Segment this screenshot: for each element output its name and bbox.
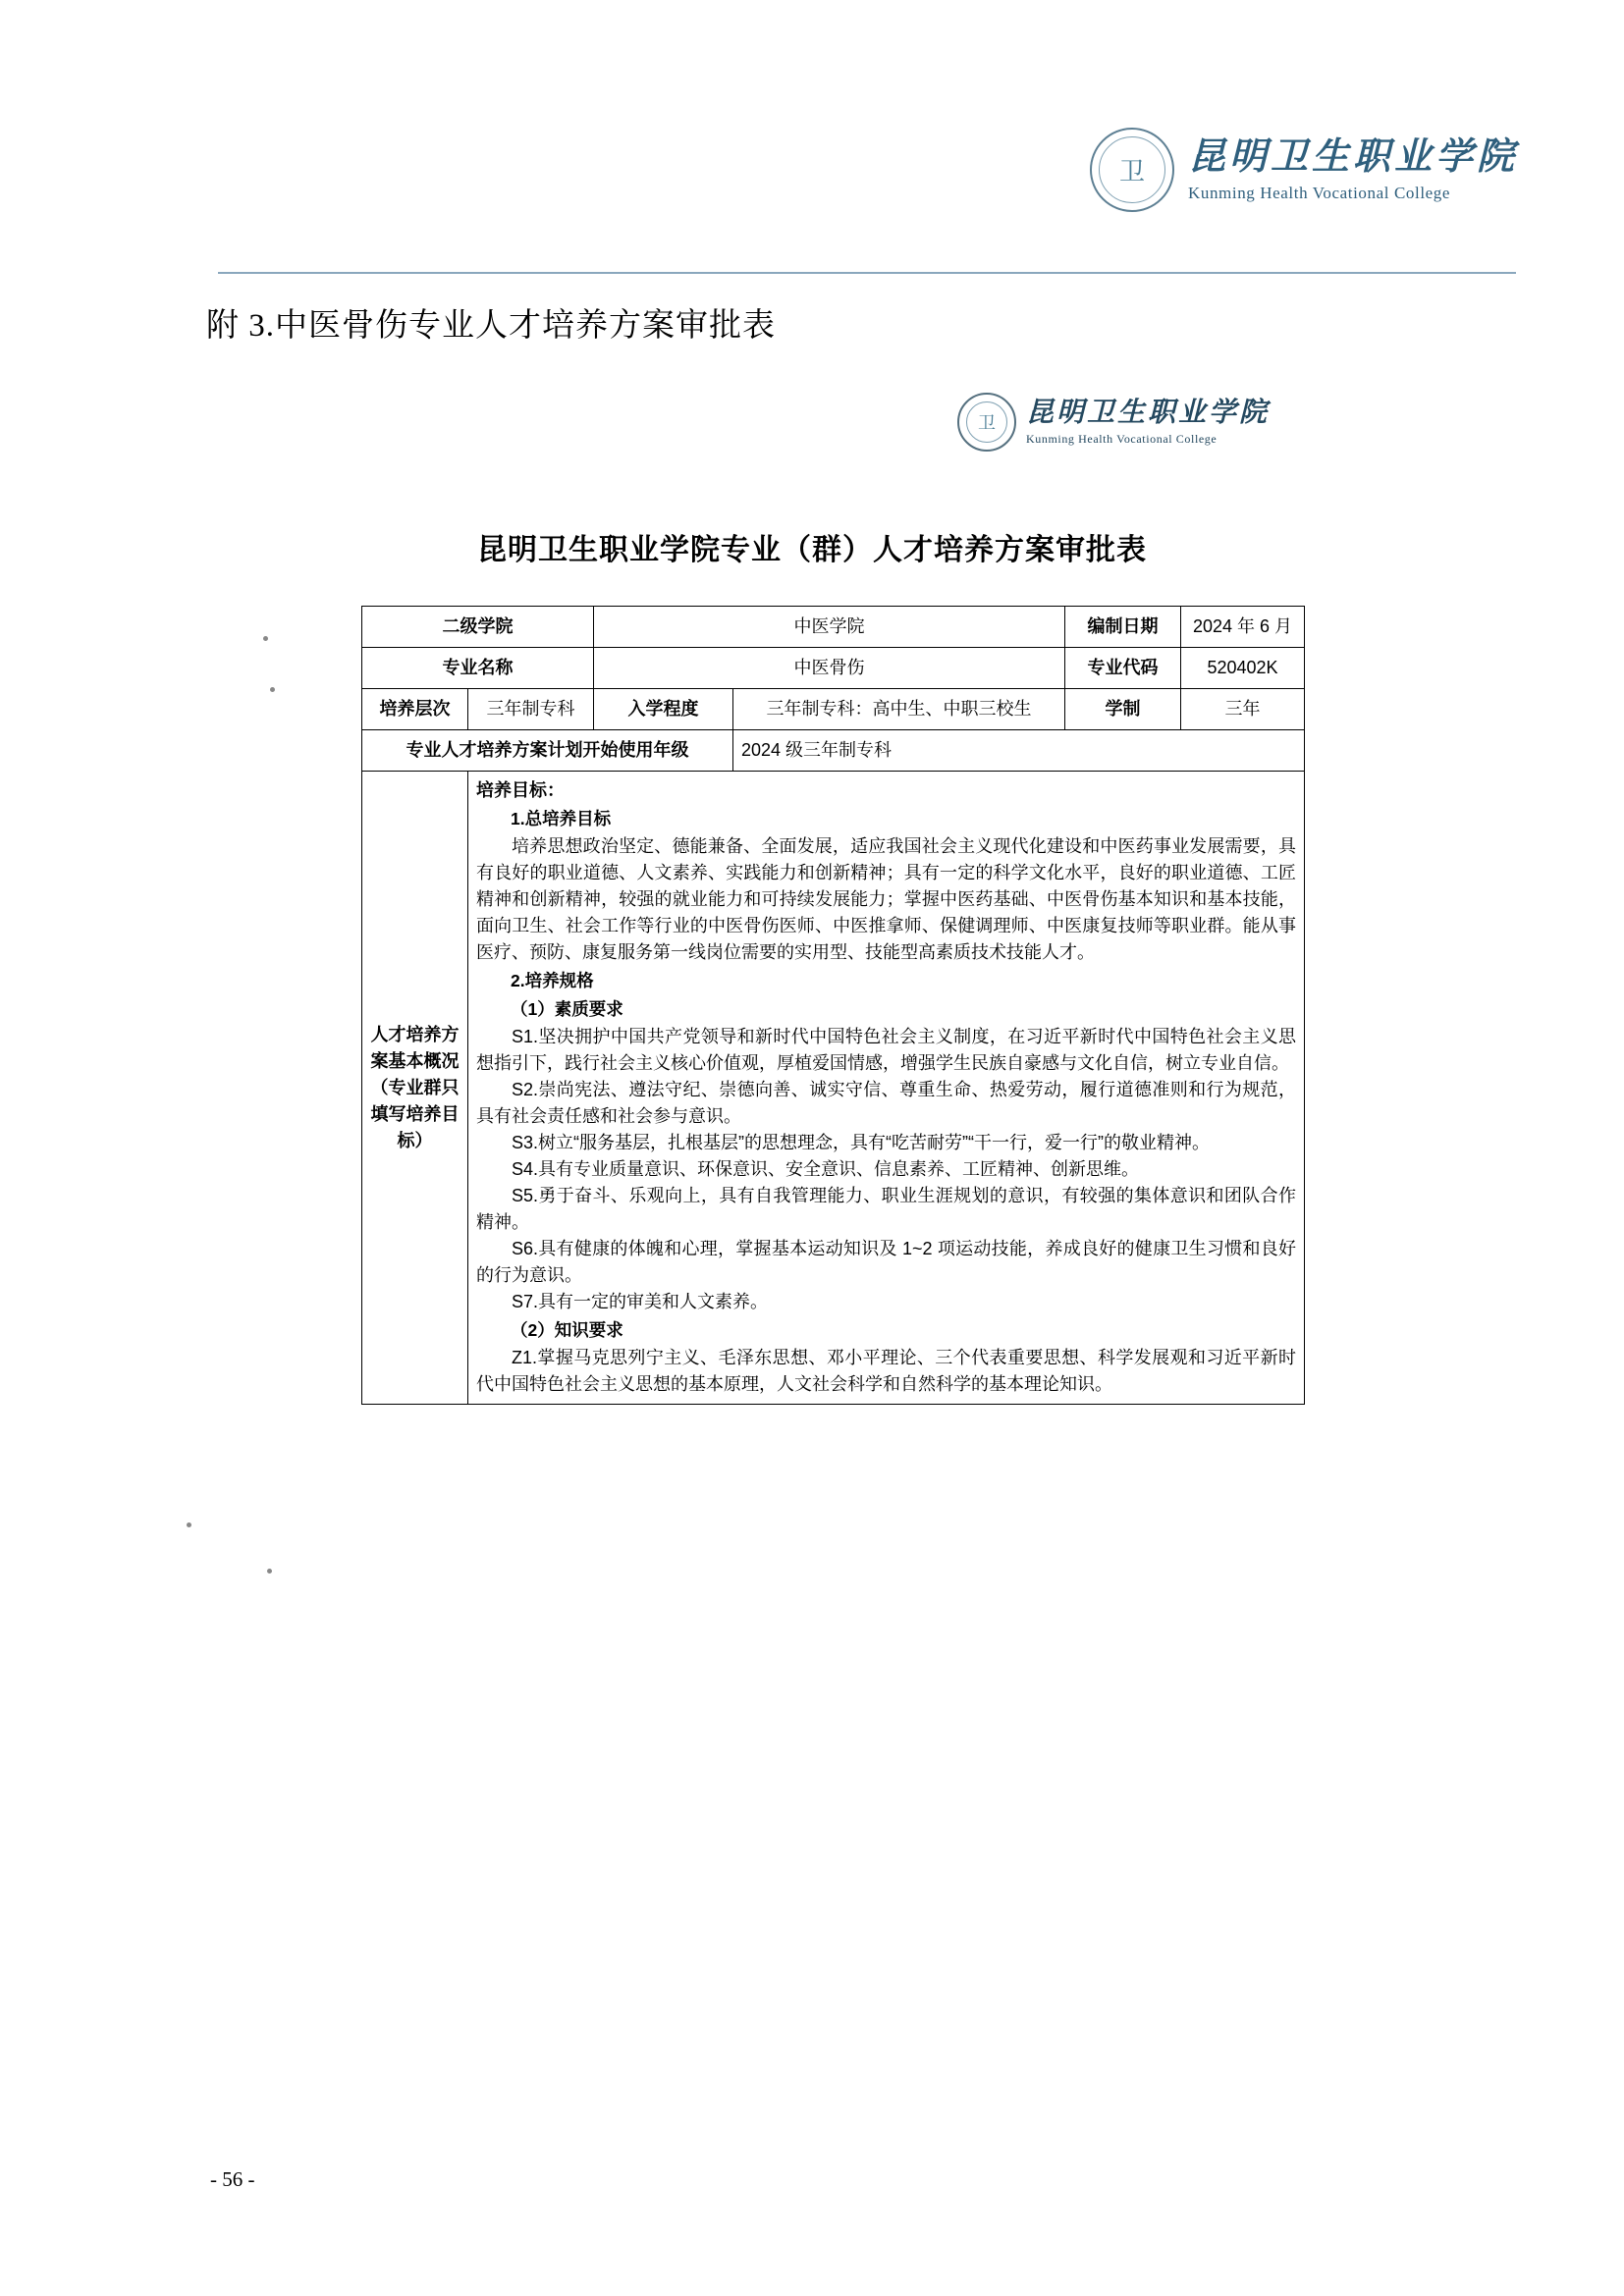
cell-value-start-grade: 2024 级三年制专科 (733, 730, 1305, 772)
college-name-cn: 昆明卫生职业学院 (1187, 135, 1518, 178)
body-sub-2: 2.培养规格 (511, 971, 594, 991)
college-name-cn-inner: 昆明卫生职业学院 (1026, 398, 1271, 428)
cell-label-major-name: 专业名称 (362, 648, 594, 689)
cell-value-level: 三年制专科 (468, 689, 594, 730)
scan-mark (270, 687, 275, 692)
table-row-body (362, 772, 1305, 1405)
cell-label-start-grade: 专业人才培养方案计划开始使用年级 (362, 730, 733, 772)
body-item-s3: S3.树立“服务基层，扎根基层”的思想理念，具有“吃苦耐劳”“干一行，爱一行”的敬业精神。 (512, 1132, 1210, 1152)
body-paragraph-1: 培养思想政治坚定、德能兼备、全面发展，适应我国社会主义现代化建设和中医药事业发展需要，具有良好的职业道德、人文素养、实践能力和创新精神；具有一定的科学文化水平，良好的职业道德、工匠精神和创新精神，较强的就业能力和可持续发展能力；掌握中医药基础、中医骨伤基本知识和基本技能，面向卫生、社会工作等行业的中医骨伤医师、中医推拿师、保健调理师、中医康复技师等职业群。能从事医疗、预防、康复服务第一线岗位需要的实用型、技能型高素质技术技能人才。 (476, 836, 1296, 963)
body-item-s4: S4.具有专业质量意识、环保意识、安全意识、信息素养、工匠精神、创新思维。 (512, 1158, 1140, 1179)
approval-form-table (361, 606, 1305, 1405)
cell-value-college: 中医学院 (594, 607, 1065, 648)
body-item-s1: S1.坚决拥护中国共产党领导和新时代中国特色社会主义制度，在习近平新时代中国特色社会主义思想指引下，践行社会主义核心价值观，厚植爱国情感，增强学生民族自豪感与文化自信，树立专业自信。 (476, 1026, 1296, 1073)
cell-label-entry: 入学程度 (594, 689, 733, 730)
cell-label-level: 培养层次 (362, 689, 468, 730)
attachment-title: 附 3.中医骨伤专业人才培养方案审批表 (206, 308, 776, 344)
scan-mark (263, 636, 268, 641)
table-row (362, 607, 1305, 648)
table-row (362, 648, 1305, 689)
table-row (362, 730, 1305, 772)
college-logo-text-inner (1026, 399, 1270, 446)
cell-label-overview: 人才培养方案基本概况（专业群只填写培养目标） (362, 772, 468, 1405)
cell-value-duration: 三年 (1181, 689, 1305, 730)
cell-value-major-code: 520402K (1181, 648, 1305, 689)
scan-mark (267, 1569, 272, 1574)
body-item-z1: Z1.掌握马克思列宁主义、毛泽东思想、邓小平理论、三个代表重要思想、科学发展观和习近平新时代中国特色社会主义思想的基本原理，人文社会科学和自然科学的基本理论知识。 (476, 1348, 1296, 1394)
body-sub-4: （2）知识要求 (511, 1319, 623, 1340)
seal-glyph: 卫 (1118, 157, 1145, 187)
cell-label-college: 二级学院 (362, 607, 594, 648)
page-number: - 56 - (210, 2167, 255, 2191)
table-row (362, 689, 1305, 730)
cell-label-date: 编制日期 (1065, 607, 1181, 648)
college-logo-text (1188, 137, 1518, 202)
cell-label-major-code: 专业代码 (1065, 648, 1181, 689)
scan-mark (187, 1522, 191, 1527)
college-name-en: Kunming Health Vocational College (1187, 183, 1451, 202)
cell-value-overview (468, 772, 1305, 1405)
seal-glyph-inner: 卫 (978, 413, 996, 433)
cell-value-major-name: 中医骨伤 (594, 648, 1065, 689)
header-divider (218, 272, 1516, 274)
cell-value-entry: 三年制专科：高中生、中职三校生 (733, 689, 1065, 730)
body-item-s6: S6.具有健康的体魄和心理，掌握基本运动知识及 1~2 项运动技能，养成良好的健康卫生习惯和良好的行为意识。 (476, 1238, 1296, 1285)
form-title: 昆明卫生职业学院专业（群）人才培养方案审批表 (477, 534, 1147, 566)
body-sub-1: 1.总培养目标 (511, 809, 612, 828)
body-sub-3: （1）素质要求 (511, 998, 623, 1019)
college-seal-icon (1090, 128, 1174, 212)
cell-value-date: 2024 年 6 月 (1181, 607, 1305, 648)
cell-label-duration: 学制 (1065, 689, 1181, 730)
college-logo-header (1090, 128, 1518, 212)
college-name-en-inner: Kunming Health Vocational College (1026, 431, 1218, 446)
body-item-s2: S2.崇尚宪法、遵法守纪、崇德向善、诚实守信、尊重生命、热爱劳动，履行道德准则和行为规范，具有社会责任感和社会参与意识。 (476, 1079, 1296, 1126)
college-seal-icon-inner (957, 393, 1016, 452)
body-item-s5: S5.勇于奋斗、乐观向上，具有自我管理能力、职业生涯规划的意识，有较强的集体意识和团队合作精神。 (476, 1185, 1296, 1232)
body-item-s7: S7.具有一定的审美和人文素养。 (512, 1291, 769, 1311)
college-logo-inner (957, 393, 1270, 452)
body-heading: 培养目标： (476, 780, 565, 800)
